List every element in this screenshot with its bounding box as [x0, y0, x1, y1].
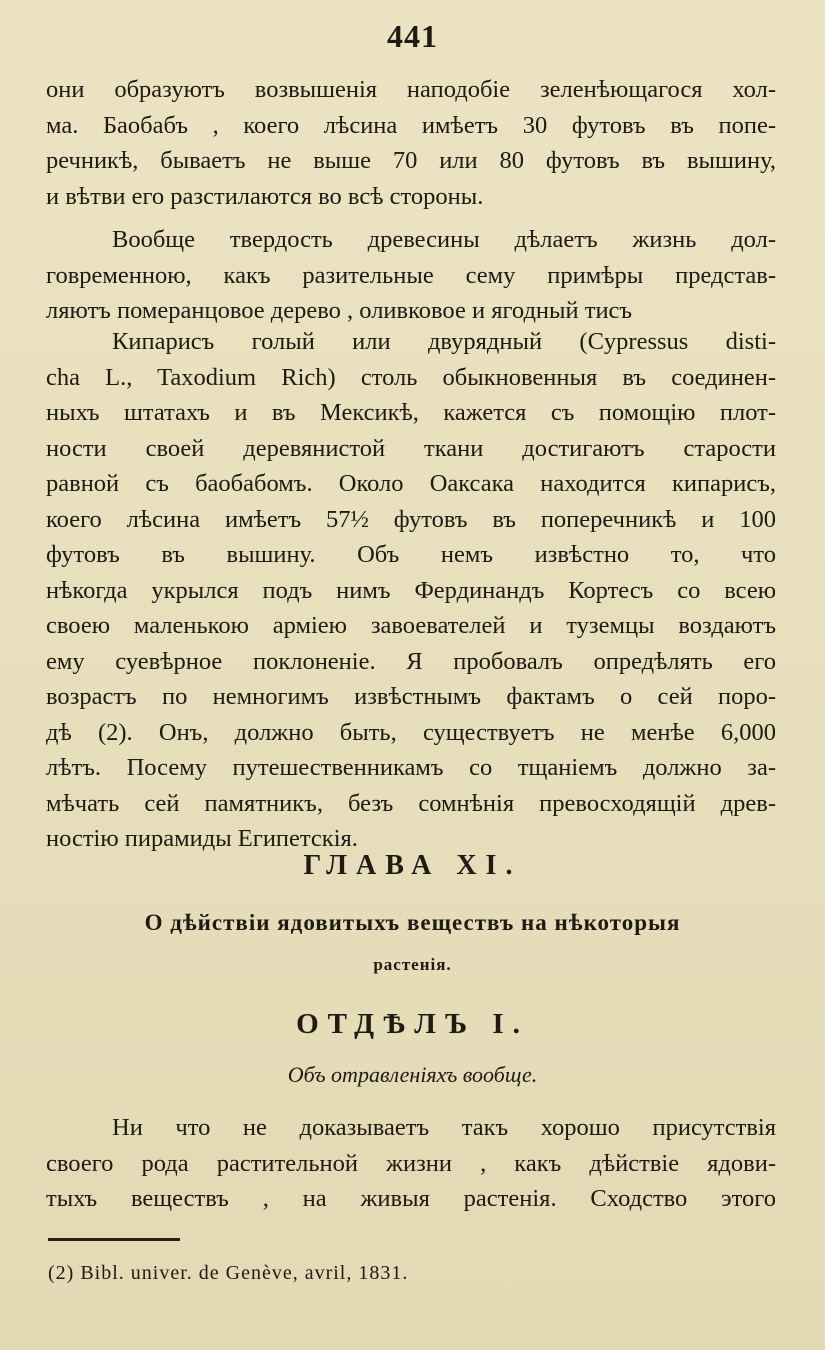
- footnote: (2) Bibl. univer. de Genève, avril, 1831.: [48, 1262, 409, 1284]
- text-line: ныхъ штатахъ и въ Мексикѣ, кажется съ помощію плот-: [46, 399, 776, 426]
- paragraph-baobab: [46, 72, 776, 214]
- text-line: своего рода растительной жизни , какъ дѣйствіе ядови-: [46, 1149, 776, 1177]
- text-line: ляютъ померанцовое дерево , оливковое и ягодный тисъ: [46, 297, 633, 324]
- paragraph-poisons: [46, 1110, 776, 1217]
- text-line: равной съ баобабомъ. Около Оаксака находится кипарисъ,: [46, 470, 776, 497]
- text-line: говременною, какъ разительные сему примѣры представ-: [46, 261, 776, 289]
- text-line: Ни что не доказываетъ такъ хорошо присутствія: [112, 1114, 776, 1141]
- chapter-title: О дѣйствіи ядовитыхъ веществъ на нѣкоторыя: [144, 910, 681, 935]
- text-line: дѣ (2). Онъ, должно быть, существуетъ не менѣе 6,000: [46, 718, 776, 746]
- text-line: возрастъ по немногимъ извѣстнымъ фактамъ о сей поро-: [46, 683, 776, 710]
- text-line: и вѣтви его разстилаются во всѣ стороны.: [46, 182, 484, 210]
- chapter-heading: ГЛАВА XI.: [303, 850, 522, 881]
- text-line: лѣтъ. Посему путешественникамъ со тщаніемъ должно за-: [46, 754, 776, 781]
- text-line: ему суевѣрное поклоненіе. Я пробовалъ опредѣлять его: [46, 647, 776, 675]
- text-line: ности своей деревянистой ткани достигаютъ старости: [46, 434, 776, 462]
- text-line: Кипарисъ голый или двурядный (Cypressus disti-: [112, 328, 776, 355]
- text-line: ностію пирамиды Египетскія.: [46, 825, 358, 852]
- footnote-divider: [48, 1238, 180, 1241]
- text-line: коего лѣсина имѣетъ 57½ футовъ въ поперечникѣ и 100: [46, 505, 776, 533]
- page-number: 441: [387, 18, 438, 54]
- text-line: тыхъ веществъ , на живыя растенія. Сходство этого: [46, 1185, 776, 1212]
- text-line: футовъ въ вышину. Объ немъ извѣстно то, что: [46, 541, 776, 568]
- chapter-title-continuation: растенія.: [373, 955, 452, 974]
- text-line: они образуютъ возвышенія наподобіе зеленѣющагося хол-: [46, 76, 776, 103]
- text-line: cha L., Taxodium Rich) столь обыкновенныя въ соединен-: [46, 363, 776, 391]
- text-line: мѣчать сей памятникъ, безъ сомнѣнія превосходящій древ-: [46, 789, 776, 817]
- paragraph-hard-wood: [46, 222, 776, 329]
- text-line: ма. Баобабъ , коего лѣсина имѣетъ 30 футовъ въ попе-: [46, 111, 776, 139]
- text-line: речникѣ, бываетъ не выше 70 или 80 футовъ въ вышину,: [46, 147, 776, 174]
- text-line: Вообще твердость древесины дѣлаетъ жизнь дол-: [112, 226, 776, 253]
- section-heading: ОТДѢЛЪ I.: [296, 1008, 529, 1040]
- section-subtitle: Объ отравленіяхъ вообще.: [287, 1062, 538, 1087]
- paragraph-cypress: [46, 324, 776, 857]
- text-line: своею маленькою арміею завоевателей и туземцы воздаютъ: [46, 612, 776, 639]
- text-line: нѣкогда укрылся подъ нимъ Фердинандъ Кортесъ со всею: [46, 576, 776, 604]
